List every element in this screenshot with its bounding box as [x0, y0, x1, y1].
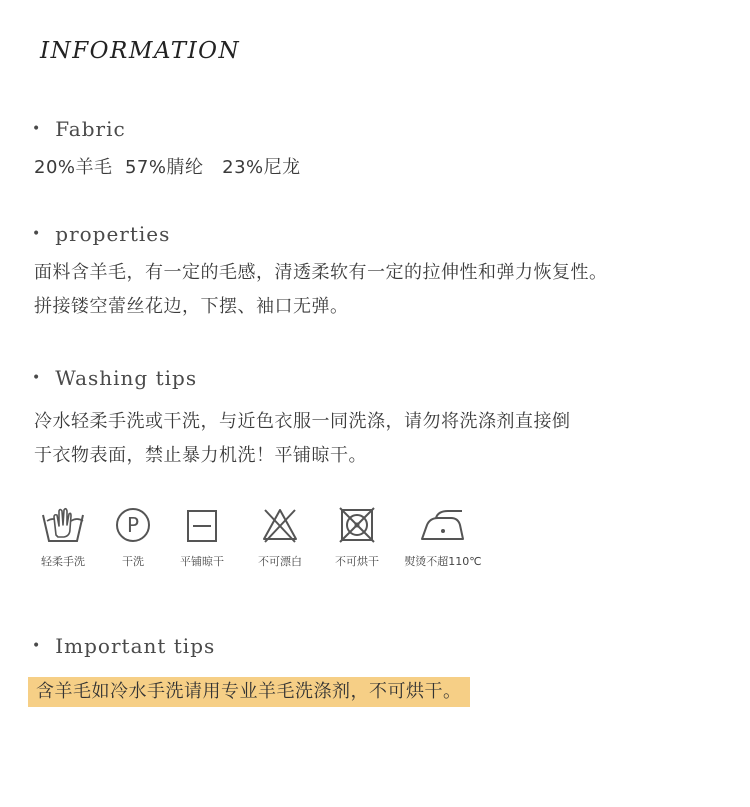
fabric-heading [32, 117, 126, 141]
bullet-icon: • [32, 226, 42, 242]
care-label: 干洗 [122, 555, 144, 568]
care-item-iron [400, 505, 486, 569]
properties-heading-label: properties [55, 222, 171, 246]
care-label: 轻柔手洗 [41, 555, 85, 568]
flat-dry-icon [182, 505, 222, 545]
care-label: 不可漂白 [258, 555, 302, 568]
dry-clean-symbol: P [126, 513, 140, 537]
washing-heading [32, 366, 197, 390]
bullet-icon: • [32, 121, 42, 137]
washing-text [34, 405, 571, 473]
care-item-no-bleach [254, 505, 306, 569]
important-tip-highlight: 含羊毛如冷水手洗请用专业羊毛洗涤剂，不可烘干。 [28, 677, 470, 707]
dry-clean-icon [113, 505, 153, 545]
care-label: 不可烘干 [335, 555, 379, 568]
properties-line: 拼接镂空蕾丝花边，下摆、袖口无弹。 [34, 296, 349, 317]
important-heading-label: Important tips [55, 634, 216, 658]
no-bleach-icon [260, 505, 300, 545]
care-item-dry-clean [110, 505, 156, 569]
properties-line: 面料含羊毛，有一定的毛感，清透柔软有一定的拉伸性和弹力恢复性。 [34, 262, 608, 283]
care-label: 熨烫不超110℃ [404, 555, 482, 568]
care-icons [34, 505, 504, 575]
page-title: INFORMATION [40, 38, 241, 64]
washing-line: 于衣物表面，禁止暴力机洗！平铺晾干。 [34, 445, 367, 466]
fabric-text [34, 151, 301, 185]
washing-line: 冷水轻柔手洗或干洗，与近色衣服一同洗涤，请勿将洗涤剂直接倒 [34, 411, 571, 432]
properties-heading [32, 222, 170, 246]
no-tumble-dry-icon [337, 505, 377, 545]
bullet-icon: • [32, 638, 42, 654]
important-heading [32, 634, 215, 658]
fabric-heading-label: Fabric [55, 117, 126, 141]
washing-heading-label: Washing tips [55, 366, 198, 390]
care-label: 平铺晾干 [180, 555, 224, 568]
bullet-icon: • [32, 370, 42, 386]
iron-low-icon [418, 505, 468, 545]
fabric-composition: 20%羊毛 57%腈纶 23%尼龙 [34, 157, 301, 178]
care-item-hand-wash [34, 505, 92, 569]
care-item-flat-dry [176, 505, 228, 569]
properties-text [34, 256, 608, 324]
care-item-no-tumble-dry [331, 505, 383, 569]
hand-wash-icon [40, 505, 86, 545]
